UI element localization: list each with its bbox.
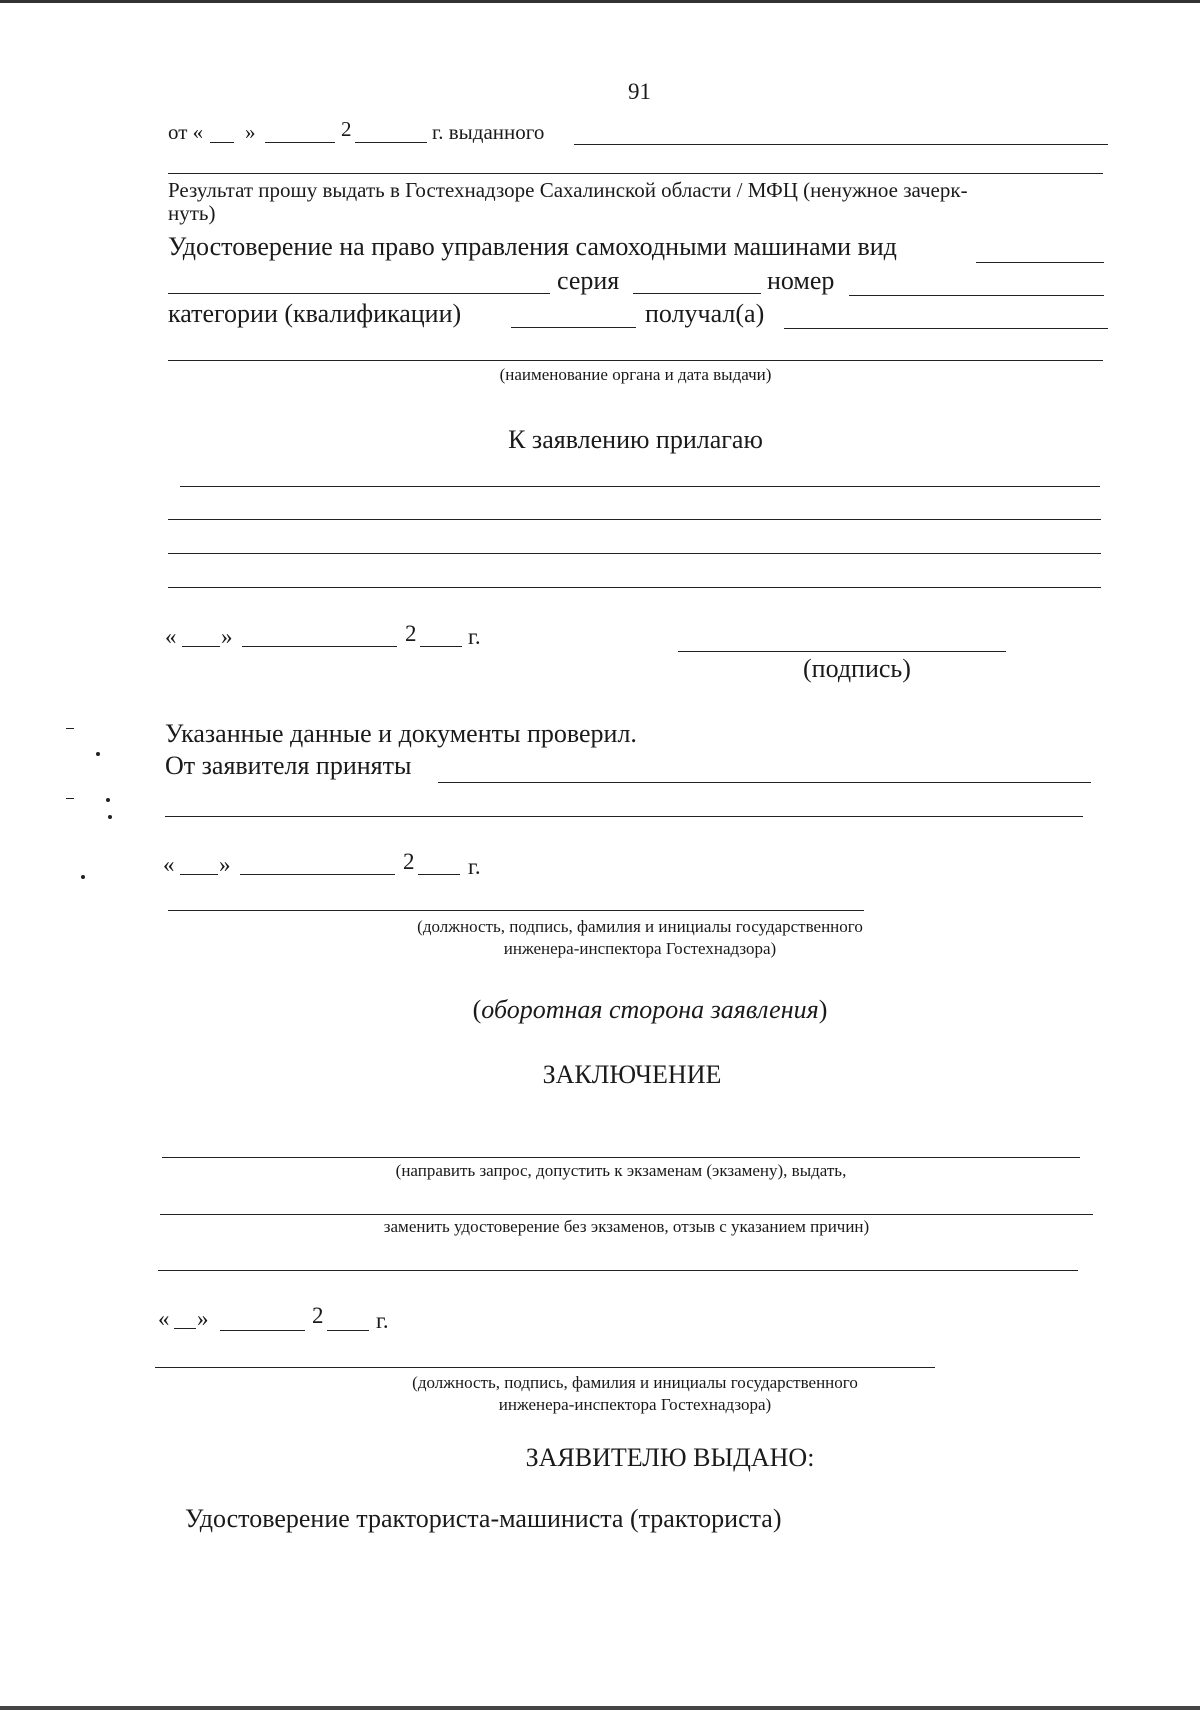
signature-blank[interactable] — [678, 651, 1006, 652]
date-day-blank[interactable] — [174, 1328, 196, 1329]
result-text-line2: нуть) — [168, 201, 216, 225]
received-blank[interactable] — [784, 328, 1108, 329]
series-blank[interactable] — [633, 293, 761, 294]
date-year-suffix: г. — [468, 854, 481, 879]
reverse-side-text: оборотная сторона заявления — [481, 995, 819, 1024]
date-day-blank[interactable] — [182, 646, 220, 647]
scan-speck — [108, 815, 112, 819]
date-close-quote: » — [221, 624, 233, 649]
issued-to-applicant-heading: ЗАЯВИТЕЛЮ ВЫДАНО: — [525, 1443, 815, 1472]
attachment-line-4[interactable] — [168, 587, 1101, 588]
attachment-line-1[interactable] — [180, 486, 1100, 487]
scan-speck — [81, 875, 85, 879]
series-label: серия — [557, 266, 620, 295]
date-from-label: от « — [168, 120, 204, 144]
quote-close: » — [245, 120, 256, 144]
date-year-blank[interactable] — [418, 874, 460, 875]
day-blank[interactable] — [210, 142, 234, 143]
checked-statement: Указанные данные и документы проверил. — [165, 719, 637, 748]
accepted-blank[interactable] — [438, 782, 1091, 783]
accepted-blank-cont[interactable] — [165, 816, 1083, 817]
month-blank[interactable] — [265, 142, 335, 143]
conclusion-line-1[interactable] — [162, 1157, 1080, 1158]
date-open-quote: « — [163, 852, 175, 877]
date-day-blank[interactable] — [180, 874, 218, 875]
number-label: номер — [767, 266, 835, 295]
date-month-blank[interactable] — [240, 874, 395, 875]
conclusion-line-3[interactable] — [158, 1270, 1078, 1271]
license-type-blank-cont[interactable] — [168, 293, 550, 294]
signature-caption: (подпись) — [803, 654, 911, 683]
category-blank[interactable] — [511, 327, 636, 328]
scan-top-edge — [0, 0, 1200, 3]
scan-speck — [106, 798, 110, 802]
attachment-line-2[interactable] — [168, 519, 1101, 520]
conclusion-caption-line1: (направить запрос, допустить к экзаменам (экзамену), выдать, — [395, 1161, 847, 1180]
date-month-blank[interactable] — [220, 1330, 305, 1331]
date-year-suffix: г. — [468, 624, 481, 649]
tractor-license-text: Удостоверение тракториста-машиниста (тракториста) — [185, 1504, 782, 1533]
date-year-prefix: 2 — [405, 621, 417, 646]
scan-bottom-edge — [0, 1706, 1200, 1710]
scan-mark — [66, 798, 74, 799]
attachments-heading: К заявлению прилагаю — [508, 425, 763, 454]
license-type-blank[interactable] — [976, 262, 1104, 263]
date-year-suffix: г. — [376, 1308, 389, 1333]
organ-caption: (наименование органа и дата выдачи) — [499, 365, 772, 384]
date-close-quote: » — [197, 1306, 209, 1331]
attachment-line-3[interactable] — [168, 553, 1101, 554]
page-number: 91 — [628, 79, 651, 104]
license-type-label: Удостоверение на право управления самоходными машинами вид — [168, 232, 897, 261]
conclusion-caption-line2: заменить удостоверение без экзаменов, отзыв с указанием причин) — [383, 1217, 870, 1236]
category-label: категории (квалификации) — [168, 299, 462, 328]
year-blank[interactable] — [355, 142, 427, 143]
accepted-label: От заявителя приняты — [165, 751, 412, 780]
inspector-caption-line2: инженера-инспектора Гостехнадзора) — [503, 939, 777, 958]
date-close-quote: » — [219, 852, 231, 877]
scan-speck — [96, 752, 100, 756]
conclusion-line-2[interactable] — [160, 1214, 1093, 1215]
conclusion-heading: ЗАКЛЮЧЕНИЕ — [542, 1060, 722, 1089]
year-prefix: 2 — [341, 117, 352, 141]
result-text-line1: Результат прошу выдать в Гостехнадзоре Сахалинской области / МФЦ (ненужное зачерк- — [168, 178, 968, 202]
blank-line[interactable] — [168, 173, 1103, 174]
received-label: получал(а) — [645, 299, 765, 328]
reverse-side-paren-open: ( — [472, 995, 482, 1024]
issued-by-blank[interactable] — [574, 144, 1108, 145]
inspector-caption-line1: (должность, подпись, фамилия и инициалы государственного — [412, 1373, 858, 1392]
inspector-caption-line1: (должность, подпись, фамилия и инициалы государственного — [417, 917, 863, 936]
inspector-signature-blank-2[interactable] — [155, 1367, 935, 1368]
organ-date-blank[interactable] — [168, 360, 1103, 361]
inspector-caption-line2: инженера-инспектора Гостехнадзора) — [498, 1395, 772, 1414]
date-year-blank[interactable] — [420, 646, 462, 647]
date-year-prefix: 2 — [403, 849, 415, 874]
inspector-signature-blank[interactable] — [168, 910, 864, 911]
date-open-quote: « — [158, 1306, 170, 1331]
issued-label: г. выданного — [432, 120, 545, 144]
date-year-blank[interactable] — [327, 1330, 369, 1331]
date-month-blank[interactable] — [242, 646, 397, 647]
scan-mark — [66, 728, 74, 729]
date-year-prefix: 2 — [312, 1303, 324, 1328]
reverse-side-paren-close: ) — [818, 995, 828, 1024]
reverse-side-note — [400, 997, 900, 1023]
number-blank[interactable] — [849, 295, 1104, 296]
date-open-quote: « — [165, 624, 177, 649]
